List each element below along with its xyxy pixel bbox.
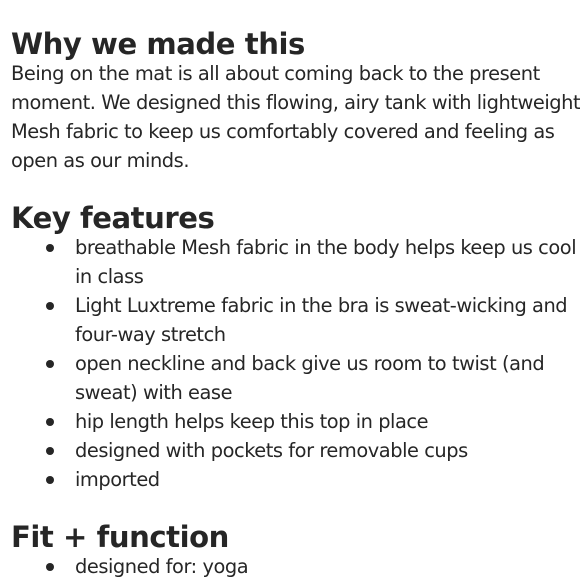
why-we-made-this-section xyxy=(11,27,580,175)
bullet-icon xyxy=(46,244,54,252)
bullet-icon xyxy=(46,476,54,484)
list-item-text: Light Luxtreme fabric in the bra is sweat-wicking and four-way stretch xyxy=(75,294,568,346)
list-item xyxy=(75,465,580,494)
why-we-made-this-heading: Why we made this xyxy=(11,27,305,61)
bullet-icon xyxy=(46,563,54,571)
key-features-heading: Key features xyxy=(11,201,215,235)
fit-function-list xyxy=(11,552,580,580)
key-features-section xyxy=(11,201,580,494)
section-spacer xyxy=(11,494,580,523)
list-item xyxy=(75,436,580,465)
bullet-icon xyxy=(46,302,54,310)
list-item xyxy=(75,291,580,349)
key-features-list xyxy=(11,233,580,494)
bullet-icon xyxy=(46,418,54,426)
list-item xyxy=(75,407,580,436)
list-item xyxy=(75,349,580,407)
bullet-icon xyxy=(46,447,54,455)
fit-function-heading: Fit + function xyxy=(11,520,229,554)
list-item-text: designed for: yoga xyxy=(75,555,249,578)
list-item-text: open neckline and back give us room to twist (and sweat) with ease xyxy=(75,352,545,404)
list-item-text: breathable Mesh fabric in the body helps keep us cool in class xyxy=(75,236,577,288)
list-item-text: designed with pockets for removable cups xyxy=(75,439,468,462)
list-item-text: hip length helps keep this top in place xyxy=(75,410,429,433)
list-item-text: imported xyxy=(75,468,160,491)
why-we-made-this-text: Being on the mat is all about coming back to the present moment. We designed this flowing, airy tank with lightweight Mesh fabric to keep us comfortably covered and feeling as open as our minds. xyxy=(11,62,580,172)
list-item xyxy=(75,233,580,291)
list-item xyxy=(75,552,580,580)
fit-function-section xyxy=(11,520,580,580)
bullet-icon xyxy=(46,360,54,368)
section-spacer xyxy=(11,175,580,204)
